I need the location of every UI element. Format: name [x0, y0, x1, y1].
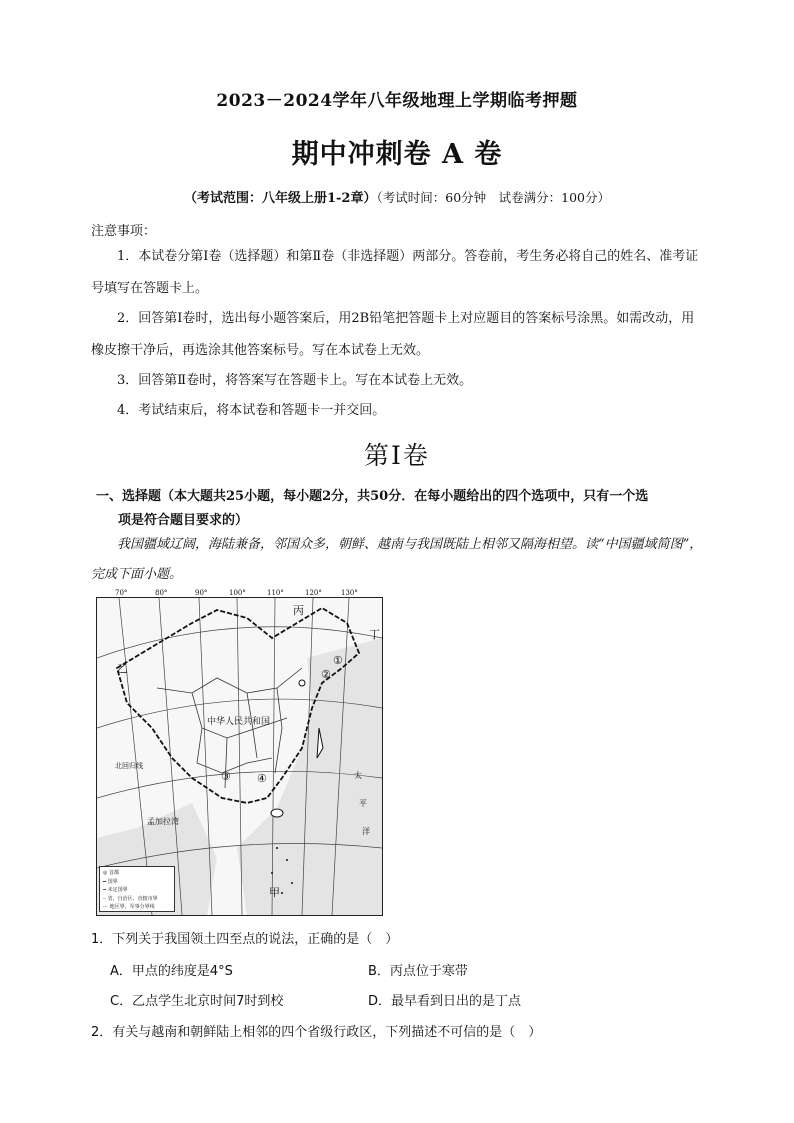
point-bing: 丙 — [293, 604, 304, 617]
circled-1: ① — [333, 654, 343, 667]
ocean-char-3: 洋 — [362, 827, 370, 836]
question-1-option-c: C．乙点学生北京时间7时到校 — [110, 994, 284, 1009]
legend-capital: ◎ 首都 — [103, 870, 119, 876]
lon-label-80: 80° — [155, 589, 168, 597]
lon-label-70: 70° — [115, 589, 128, 597]
exam-subtitle: 期中冲刺卷 A 卷 — [291, 139, 503, 170]
exam-scope — [0, 187, 794, 206]
lon-label-130: 130° — [341, 589, 358, 597]
china-territory-map — [96, 589, 383, 916]
scope-range: （考试范围：八年级上册1-2章） — [183, 191, 377, 206]
question-1-option-a: A．甲点的纬度是4°S — [110, 964, 233, 979]
ocean-char-2: 平 — [359, 799, 367, 808]
section-title: 第Ⅰ卷 — [364, 441, 430, 470]
question-1-stem: 1．下列关于我国领土四至点的说法，正确的是（ ） — [91, 932, 399, 947]
point-jia: 甲 — [269, 886, 280, 899]
lon-label-110: 110° — [267, 589, 284, 597]
circled-2: ② — [321, 668, 331, 681]
question-1-option-d: D．最早看到日出的是丁点 — [368, 994, 522, 1009]
scope-time: （考试时间：60分钟 试卷满分：100分） — [376, 190, 610, 205]
hainan-island — [271, 809, 283, 817]
part1-heading — [96, 485, 708, 533]
notice-title: 注意事项： — [91, 224, 157, 239]
notice-item-4: 4．考试结束后，将本试卷和答题卡一并交回。 — [117, 403, 386, 418]
lon-label-100: 100° — [229, 589, 246, 597]
legend-border: ━ 国界 — [103, 878, 118, 885]
question-2-stem: 2．有关与越南和朝鲜陆上相邻的四个省级行政区，下列描述不可信的是（ ） — [91, 1025, 542, 1040]
ocean-char-1: 太 — [354, 771, 362, 780]
point-yi: 乙 — [117, 662, 128, 675]
country-label: 中华人民共和国 — [207, 717, 271, 727]
notice-item-2: 2．回答第Ⅰ卷时，选出每小题答案后，用2B铅笔把答题卡上对应题目的答案标号涂黑。如需改动，用橡皮擦干净后，再选涂其他答案标号。写在本试卷上无效。 — [91, 311, 695, 358]
part1-heading-line2: 项是符合题目要求的） — [118, 513, 249, 528]
question-intro: 我国疆域辽阔，海陆兼备，邻国众多，朝鲜、越南与我国既陆上相邻又隔海相望。读“中国疆域简图”，完成下面小题。 — [91, 537, 703, 582]
legend-district: ⋯ 地区界、军事分界线 — [103, 904, 155, 910]
circled-3: ③ — [221, 770, 231, 783]
tropic-label: 北回归线 — [115, 762, 143, 770]
lon-label-90: 90° — [195, 589, 208, 597]
part1-heading-line1: 一、选择题（本大题共25小题，每小题2分，共50分．在每小题给出的四个选项中，只有一个选 — [96, 489, 649, 504]
lon-label-120: 120° — [305, 589, 322, 597]
point-ding: 丁 — [369, 628, 380, 641]
legend-undetermined: ╍ 未定国界 — [103, 887, 128, 893]
bay-label: 孟加拉湾 — [147, 817, 179, 826]
circled-4: ④ — [257, 772, 267, 785]
notice-item-1: 1．本试卷分第Ⅰ卷（选择题）和第Ⅱ卷（非选择题）两部分。答卷前，考生务必将自己的姓名、准考证号填写在答题卡上。 — [91, 249, 699, 296]
legend-province: ┄ 省、自治区、直辖市界 — [103, 895, 158, 902]
exam-title: 2023－2024学年八年级地理上学期临考押题 — [216, 91, 578, 111]
notice-item-3: 3．回答第Ⅱ卷时，将答案写在答题卡上。写在本试卷上无效。 — [117, 373, 473, 388]
question-1-option-b: B．丙点位于寒带 — [368, 964, 468, 979]
capital-marker — [299, 680, 305, 686]
map-legend — [99, 866, 175, 912]
